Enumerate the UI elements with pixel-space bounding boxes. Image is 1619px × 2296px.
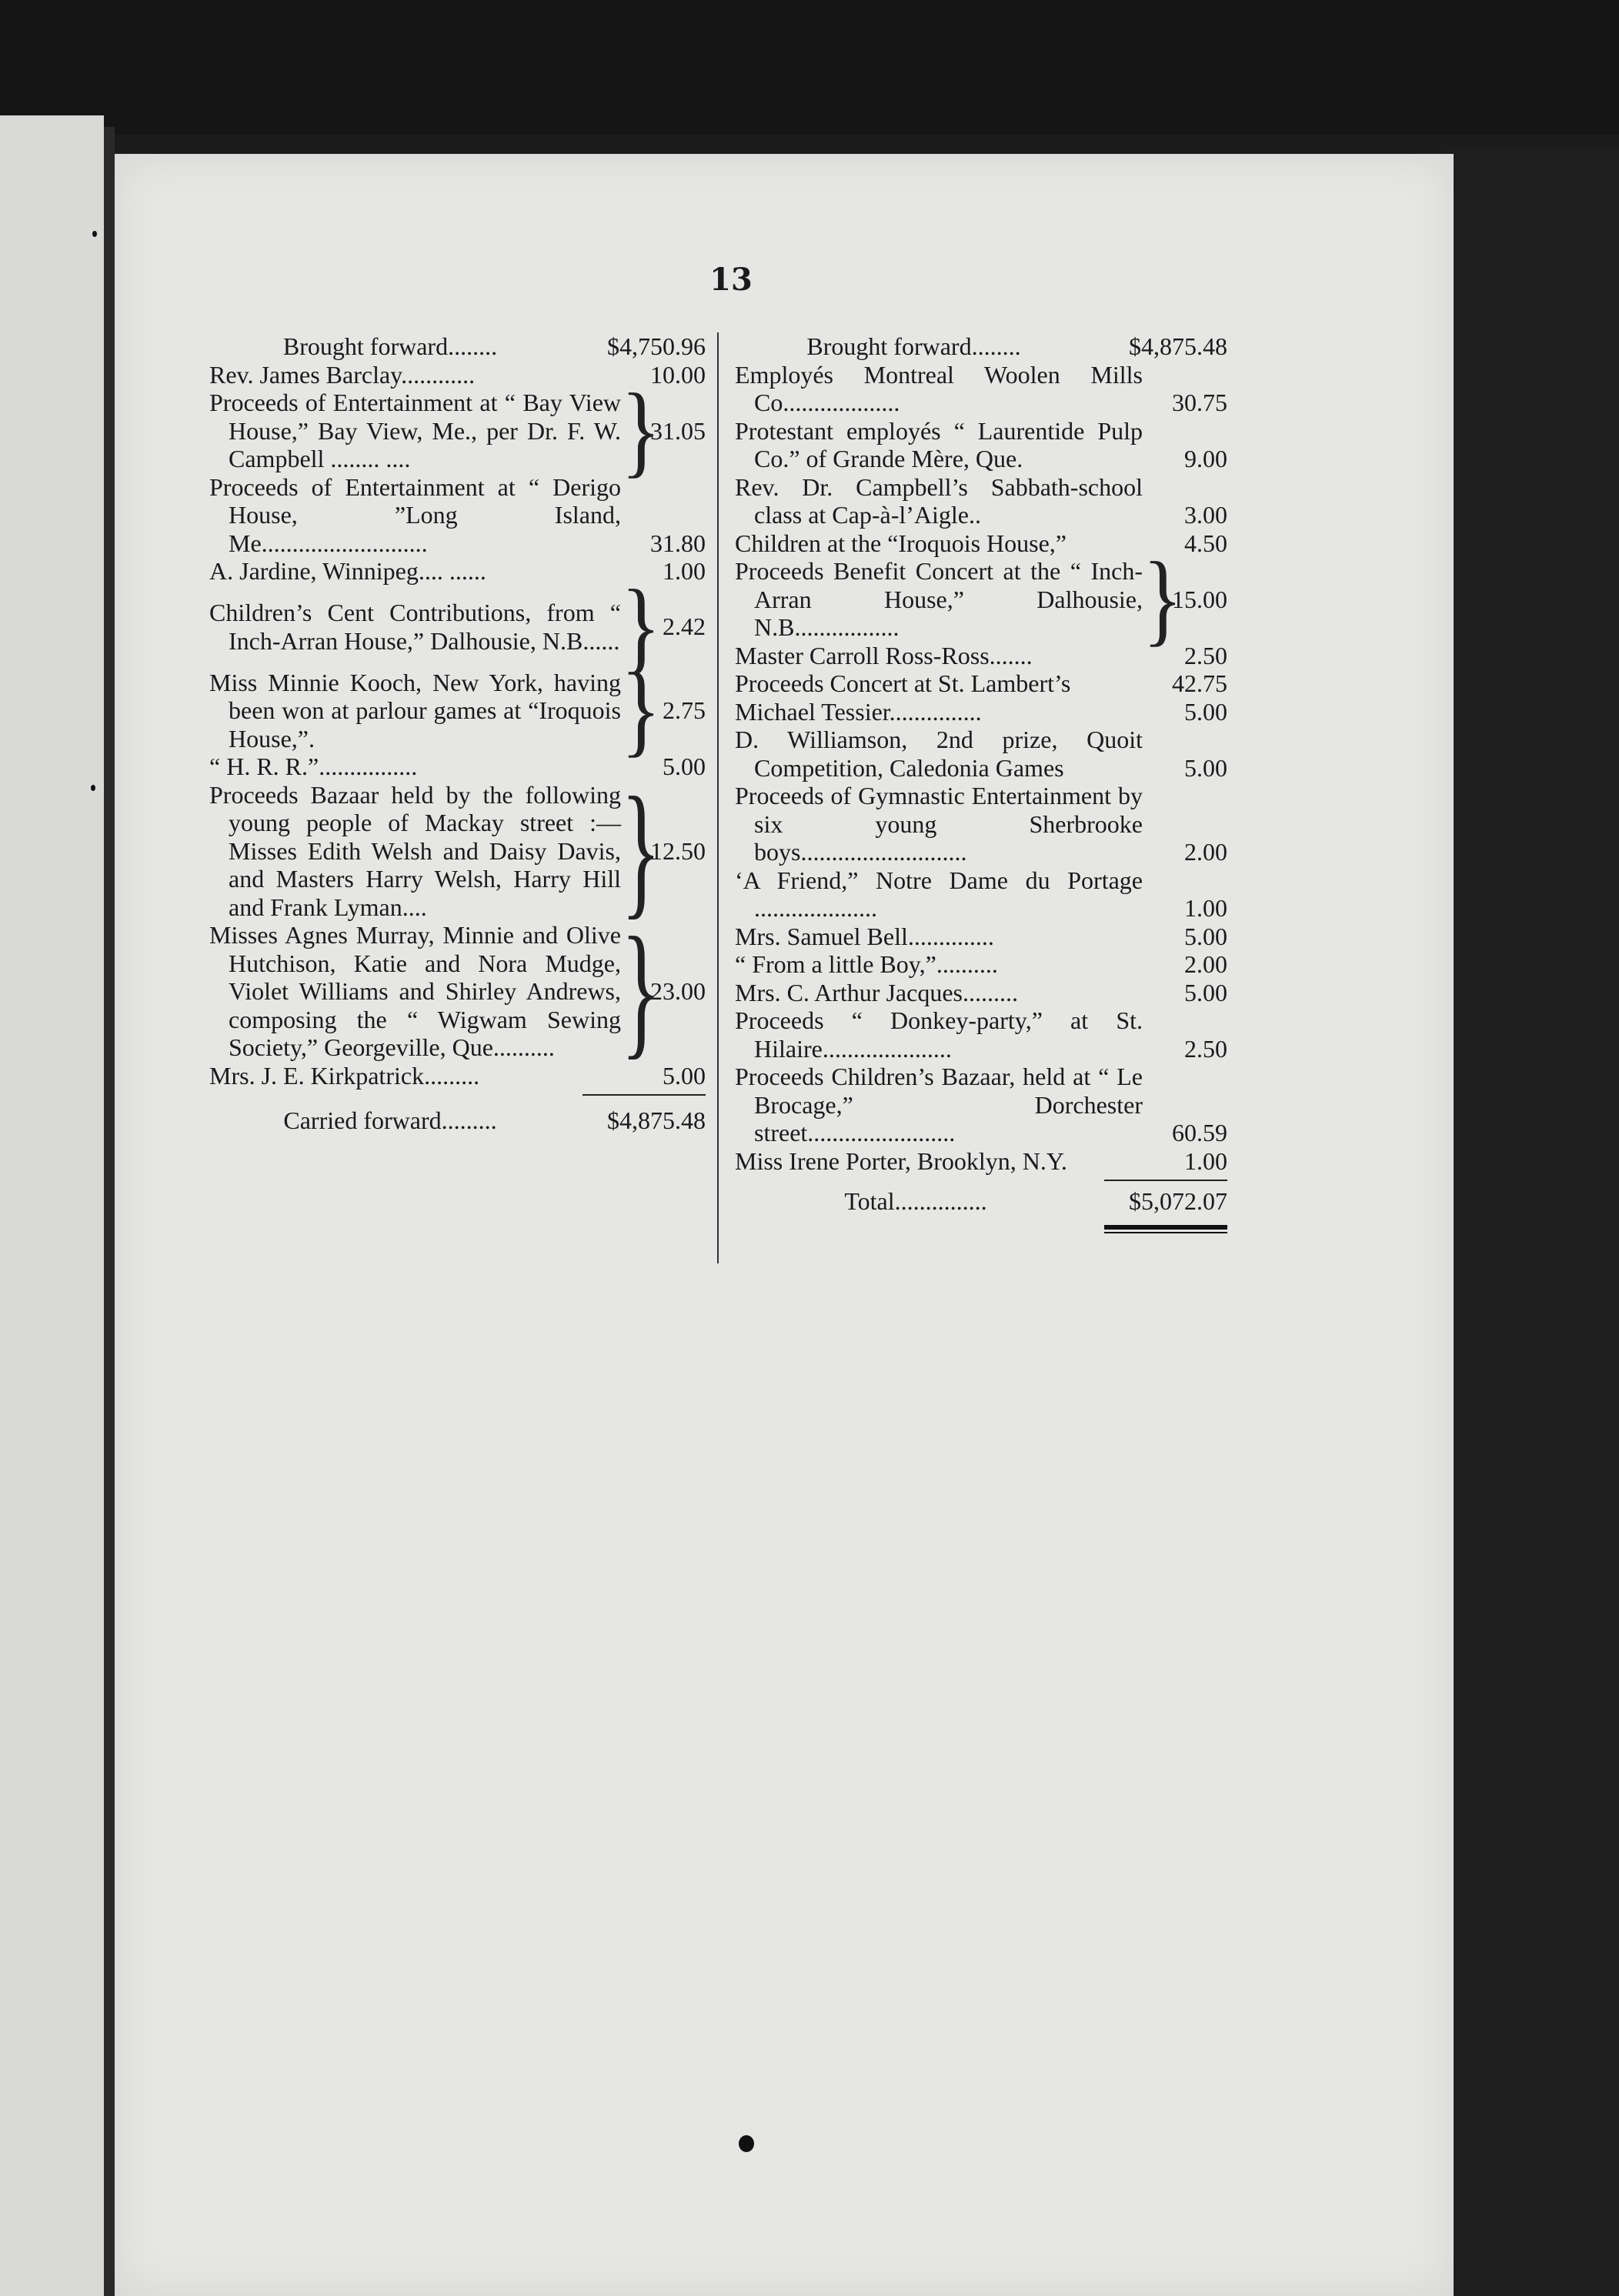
entry-amount: 60.59 (1172, 1119, 1227, 1146)
entry-amount: 5.00 (1184, 697, 1227, 726)
entry-label: Miss Irene Porter, Brooklyn, N.Y. (735, 1146, 1067, 1175)
list-item (209, 767, 706, 933)
list-item (735, 361, 1227, 417)
entry-label: Proceeds of Gymnastic Entertainment by six young Sherbrooke boys........................... (735, 782, 1143, 866)
list-item (735, 782, 1227, 866)
brace-glyph: } (621, 908, 661, 1073)
entry-amount: 2.00 (1184, 950, 1227, 978)
page-number: 13 (709, 262, 753, 298)
entry-label: Protestant employés “ Laurentide Pulp Co.” of Grande Mère, Que. (735, 416, 1143, 472)
brought-forward-row (735, 332, 1227, 361)
entry-amount: 15.00 (1172, 585, 1227, 613)
entry-amount: 10.00 (650, 360, 706, 389)
list-item (735, 950, 1227, 979)
entry-label: Mrs. J. E. Kirkpatrick......... (209, 1061, 480, 1090)
entry-label: Rev. James Barclay............ (209, 360, 476, 389)
entry-label: Michael Tessier............... (735, 697, 982, 726)
list-item (735, 698, 1227, 726)
scan-right-border (1447, 146, 1619, 2296)
column-divider (717, 332, 719, 1263)
entry-label: Miss Minnie Kooch, New York, having been won at parlour games at “Iroquois House,”. (209, 668, 621, 753)
brace-glyph: } (621, 767, 661, 933)
brace-glyph: } (1143, 541, 1183, 656)
list-item (735, 669, 1227, 698)
entry-amount: 2.75 (663, 696, 706, 724)
entry-label: A. Jardine, Winnipeg.... ...... (209, 557, 486, 585)
entry-label: Employés Montreal Woolen Mills Co................... (735, 360, 1143, 416)
entry-amount: 1.00 (1184, 1146, 1227, 1175)
entry-amount: 42.75 (1172, 669, 1227, 697)
entry-label: Proceeds of Entertainment at “ Derigo House, ”Long Island, Me........................... (209, 472, 621, 557)
scan-speck (91, 785, 95, 791)
scan-speck (92, 231, 97, 237)
scan-top-border (0, 0, 1619, 135)
brace-glyph: } (621, 372, 661, 488)
entry-amount: 2.50 (1184, 641, 1227, 669)
list-item (735, 923, 1227, 951)
scan-speck (739, 2135, 754, 2152)
total-amount: $5,072.07 (1129, 1187, 1227, 1215)
list-item (209, 908, 706, 1073)
entry-amount: 9.00 (1184, 445, 1227, 472)
carried-forward-row (209, 1106, 706, 1135)
entry-amount: 5.00 (1184, 922, 1227, 950)
entry-label: Proceeds Concert at St. Lambert’s (735, 669, 1071, 697)
entry-label: Proceeds Bazaar held by the following young people of Mackay street :—Misses Edith Welsh and Daisy Davis, and Masters Harry Welsh, Harry Hill and Frank Lyman.... (209, 780, 621, 921)
entry-amount: 5.00 (1184, 753, 1227, 782)
brace-glyph: } (621, 652, 661, 767)
list-item (735, 979, 1227, 1007)
total-double-rule (1104, 1225, 1227, 1233)
entry-label: Rev. Dr. Campbell’s Sabbath-school class at Cap-à-l’Aigle.. (735, 472, 1143, 529)
brought-forward-amount: $4,875.48 (1129, 332, 1227, 360)
entry-amount: 30.75 (1172, 389, 1227, 416)
list-item (735, 1147, 1227, 1176)
adjacent-page-edge (0, 115, 104, 2296)
carried-forward-label: Carried forward......... (283, 1106, 497, 1134)
entry-label: ‘A Friend,” Notre Dame du Portage .................... (735, 866, 1143, 922)
entry-amount: 31.05 (650, 416, 706, 445)
entry-amount: 1.00 (1184, 894, 1227, 922)
entry-label: “ From a little Boy,”.......... (735, 950, 998, 978)
total-label: Total............... (844, 1187, 987, 1215)
left-column (209, 332, 706, 1135)
entry-label: “ H. R. R.”................ (209, 753, 418, 780)
carried-forward-amount: $4,875.48 (607, 1106, 706, 1134)
brought-forward-row (209, 332, 706, 361)
entry-amount: 2.00 (1184, 838, 1227, 866)
list-item (735, 866, 1227, 923)
entry-amount: 5.00 (1184, 978, 1227, 1006)
subtotal-rule (1104, 1180, 1227, 1181)
entry-label: Children’s Cent Contributions, from “ Inch-Arran House,” Dalhousie, N.B...... (209, 599, 621, 655)
entry-amount: 23.00 (650, 977, 706, 1005)
total-row (735, 1187, 1227, 1216)
brace-glyph: } (621, 569, 661, 684)
entry-label: Mrs. C. Arthur Jacques......... (735, 978, 1018, 1006)
entry-label: Master Carroll Ross-Ross....... (735, 641, 1033, 669)
entry-amount: 1.00 (663, 557, 706, 585)
entry-label: Proceeds Children’s Bazaar, held at “ Le Brocage,” Dorchester street........................ (735, 1063, 1143, 1146)
entry-label: Children at the “Iroquois House,” (735, 529, 1067, 557)
list-item (735, 1006, 1227, 1063)
brought-forward-label: Brought forward........ (282, 332, 498, 360)
entry-label: Misses Agnes Murray, Minnie and Olive Hutchison, Katie and Nora Mudge, Violet Williams and Shirley Andrews, composing the “ Wigwam Sewing Society,” Georgeville, Que.......... (209, 921, 621, 1061)
entry-amount: 3.00 (1184, 501, 1227, 529)
entry-amount: 31.80 (650, 529, 706, 557)
entry-label: Proceeds “ Donkey-party,” at St. Hilaire..................... (735, 1006, 1143, 1063)
entry-amount: 5.00 (663, 1061, 706, 1090)
right-column (735, 332, 1227, 1233)
list-item (735, 417, 1227, 473)
entry-amount: 2.50 (1184, 1034, 1227, 1063)
brought-forward-label: Brought forward........ (806, 332, 1021, 360)
entry-amount: 5.00 (663, 753, 706, 780)
page-gutter (104, 127, 115, 2296)
entry-label: Mrs. Samuel Bell.............. (735, 922, 994, 950)
entry-label: Proceeds Benefit Concert at the “ Inch-Arran House,” Dalhousie, N.B................. (735, 557, 1143, 641)
entry-label: Proceeds of Entertainment at “ Bay View House,” Bay View, Me., per Dr. F. W. Campbell ........ .... (209, 389, 621, 472)
entry-amount: 2.42 (663, 612, 706, 641)
list-item (735, 1063, 1227, 1147)
entry-label: D. Williamson, 2nd prize, Quoit Competition, Caledonia Games (735, 726, 1143, 782)
brought-forward-amount: $4,750.96 (607, 332, 706, 360)
list-item (735, 726, 1227, 782)
entry-amount: 4.50 (1184, 529, 1227, 557)
list-item (735, 473, 1227, 529)
entry-amount: 12.50 (650, 836, 706, 865)
